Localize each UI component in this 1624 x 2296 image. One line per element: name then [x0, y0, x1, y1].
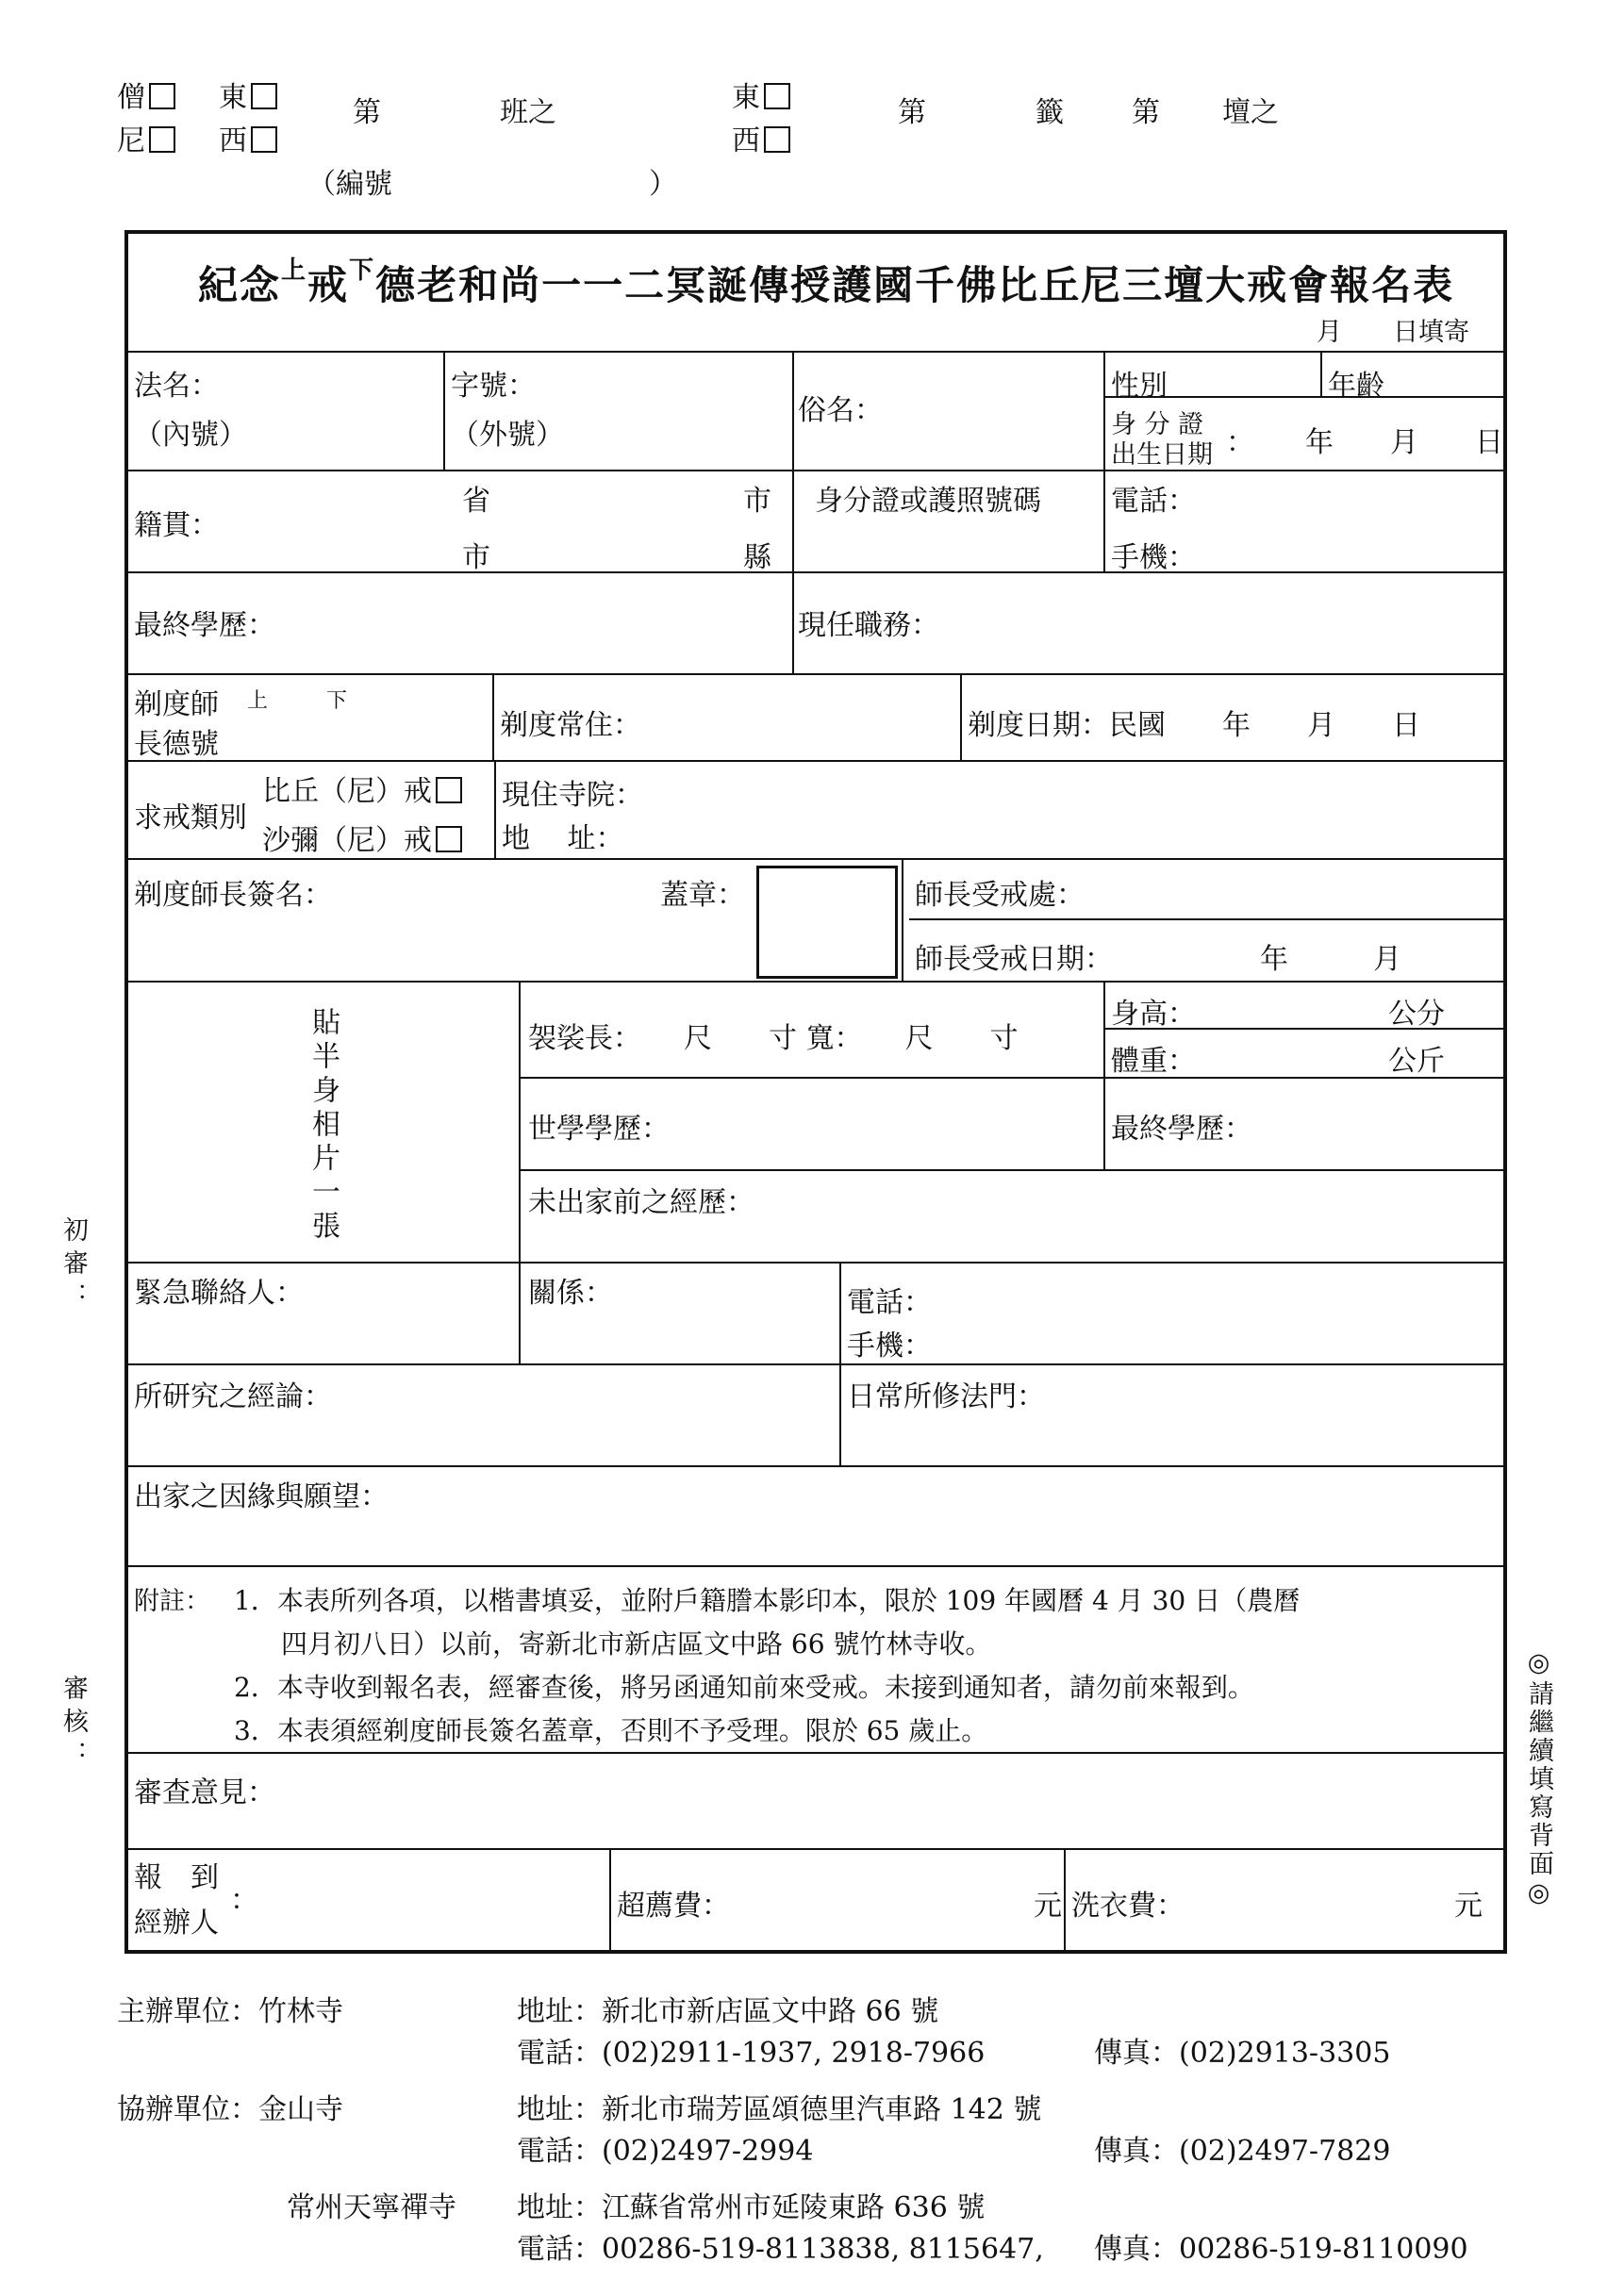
- yuan1: 元: [1034, 1890, 1062, 1923]
- birth-date[interactable]: 年 月 日: [1305, 426, 1503, 459]
- id-passport-label: 身分證或護照號碼: [815, 485, 1041, 518]
- sutras-label: 所研究之經論：: [134, 1380, 332, 1413]
- pre-monastic-label: 未出家前之經歷：: [528, 1186, 754, 1219]
- seal-label: 蓋章：: [660, 879, 745, 912]
- west-checkbox[interactable]: [251, 126, 277, 153]
- tonsure-temple-label: 剃度常住：: [500, 709, 641, 742]
- lot-di: 第: [898, 96, 926, 129]
- tonsure-master-label: 剃度師: [134, 688, 219, 721]
- sramanera-label: 沙彌（尼）戒: [262, 824, 432, 857]
- title-part-a: 紀念: [198, 262, 282, 308]
- host-label: 主辦單位：竹林寺: [117, 1995, 343, 2028]
- class-di: 第: [353, 96, 381, 129]
- monk-checkbox[interactable]: [149, 83, 175, 109]
- co-label: 協辦單位：金山寺: [117, 2093, 343, 2126]
- title-part-b: 戒: [307, 262, 350, 308]
- height-unit: 公分: [1388, 998, 1445, 1031]
- outer-name-label: （外號）: [451, 419, 564, 452]
- note-1a: 1．本表所列各項，以楷書填妥，並附戶籍謄本影印本，限於 109 年國曆 4 月 30 日（農曆: [234, 1585, 1301, 1616]
- serial-close: ）: [649, 168, 677, 201]
- lay-name-label: 俗名：: [798, 394, 883, 427]
- laundry-fee-label: 洗衣費：: [1071, 1890, 1185, 1923]
- precept-type-label: 求戒類別: [134, 801, 247, 834]
- phone2-label: 電話：: [847, 1286, 932, 1319]
- inner-name-label: （內號）: [134, 419, 247, 452]
- bhikkhu-label: 比丘（尼）戒: [262, 775, 432, 808]
- handler-colon: ：: [230, 1884, 258, 1917]
- class-of: 班之: [500, 96, 556, 129]
- relation-label: 關係：: [528, 1277, 613, 1310]
- height-label: 身高：: [1111, 998, 1196, 1031]
- nun-checkbox-label[interactable]: [117, 117, 175, 158]
- robe-label: 袈裟長： 尺 寸 寬： 尺 寸: [528, 1022, 1019, 1055]
- nun-label: 尼: [117, 124, 145, 157]
- mobile2-label: 手機：: [847, 1330, 932, 1363]
- province-label: 省: [462, 485, 490, 518]
- host-tel: 電話：(02)2911-1937, 2918-7966: [517, 2037, 986, 2070]
- altar-di: 第: [1132, 96, 1160, 129]
- master-ordain-place-label: 師長受戒處：: [915, 879, 1085, 912]
- monk-checkbox-label[interactable]: [117, 74, 175, 115]
- altar-of: 壇之: [1222, 96, 1279, 129]
- master-ordain-date-label: 師長受戒日期：: [915, 943, 1113, 976]
- mobile-label: 手機：: [1111, 541, 1196, 574]
- report-label: 報 到: [134, 1861, 219, 1894]
- emergency-label: 緊急聯絡人：: [134, 1277, 304, 1310]
- final-edu-label: 最終學歷：: [1111, 1113, 1252, 1146]
- co-tel: 電話：(02)2497-2994: [517, 2135, 814, 2168]
- city2-label: 市: [462, 541, 490, 574]
- east2-checkbox-label[interactable]: [732, 74, 790, 115]
- east2-checkbox[interactable]: [764, 83, 790, 109]
- gender-label: 性別: [1111, 370, 1168, 403]
- xia-label: 下: [326, 689, 348, 713]
- east2-label: 東: [732, 81, 760, 114]
- seal-box[interactable]: [756, 866, 898, 979]
- id-label: 身 分 證: [1111, 410, 1204, 439]
- back-note: ◎請繼續填寫背面◎: [1524, 1648, 1553, 1910]
- co2-addr: 地址：江蘇省常州市延陵東路 636 號: [517, 2191, 986, 2224]
- note-2: 2．本寺收到報名表，經審查後，將另函通知前來受戒。未接到通知者，請勿前來報到。: [234, 1672, 1254, 1703]
- west-label: 西: [219, 124, 247, 157]
- host-addr: 地址：新北市新店區文中路 66 號: [517, 1995, 939, 2028]
- courtesy-name-label: 字號：: [451, 370, 536, 403]
- monk-label: 僧: [117, 81, 145, 114]
- photo-placeholder[interactable]: 貼半身相片一張: [307, 1007, 340, 1245]
- bhikkhu-checkbox[interactable]: [436, 777, 462, 803]
- city1-label: 市: [743, 485, 771, 518]
- note-label: 附註：: [134, 1587, 210, 1616]
- host-fax: 傳真：(02)2913-3305: [1094, 2037, 1391, 2070]
- first-review-label: 初審：: [58, 1216, 88, 1315]
- fill-date[interactable]: 月 日填寄: [1317, 318, 1469, 347]
- west2-label: 西: [732, 124, 760, 157]
- bhikkhu-option[interactable]: [262, 768, 462, 809]
- note-3: 3．本表須經剃度師長簽名蓋章，否則不予受理。限於 65 歲止。: [234, 1715, 988, 1746]
- review-opinion-label: 審查意見：: [134, 1776, 275, 1809]
- east-checkbox[interactable]: [251, 83, 277, 109]
- weight-label: 體重：: [1111, 1045, 1196, 1078]
- birth-label: 出生日期: [1111, 440, 1213, 470]
- sramanera-checkbox[interactable]: [436, 826, 462, 852]
- lot-label: 籤: [1036, 96, 1064, 129]
- co2-tel: 電話：00286-519-8113838, 8115647,: [517, 2233, 1044, 2266]
- co2-label: 常州天寧禪寺: [287, 2191, 456, 2224]
- elder-name-label: 長德號: [134, 728, 219, 761]
- form-title: [198, 255, 1454, 311]
- nun-checkbox[interactable]: [149, 126, 175, 153]
- review-label: 審核：: [58, 1675, 88, 1774]
- current-temple-label: 現住寺院：: [502, 779, 643, 812]
- education-label: 最終學歷：: [134, 609, 275, 642]
- weight-unit: 公斤: [1388, 1045, 1445, 1078]
- west2-checkbox[interactable]: [764, 126, 790, 153]
- birth-colon: ：: [1226, 426, 1254, 459]
- dharma-name-label: 法名：: [134, 370, 219, 403]
- east-label: 東: [219, 81, 247, 114]
- co-addr: 地址：新北市瑞芳區頌德里汽車路 142 號: [517, 2093, 1042, 2126]
- master-sign-label: 剃度師長簽名：: [134, 879, 332, 912]
- phone-label: 電話：: [1111, 485, 1196, 518]
- reason-label: 出家之因緣與願望：: [134, 1480, 389, 1513]
- title-sup-xia: 下: [349, 256, 376, 285]
- native-label: 籍貫：: [134, 509, 219, 542]
- co2-fax: 傳真：00286-519-8110090: [1094, 2233, 1468, 2266]
- county-label: 縣: [743, 541, 771, 574]
- title-part-c: 德老和尚一一二冥誕傳授護國千佛比丘尼三壇大戒會報名表: [375, 262, 1455, 308]
- shang-label: 上: [247, 689, 269, 713]
- practice-label: 日常所修法門：: [847, 1380, 1045, 1413]
- age-label: 年齡: [1328, 370, 1384, 403]
- current-duty-label: 現任職務：: [798, 609, 939, 642]
- title-sup-shang: 上: [281, 256, 308, 285]
- serial-open: （編號: [307, 168, 392, 201]
- offering-fee-label: 超薦費：: [617, 1890, 730, 1923]
- handler-label: 經辦人: [134, 1907, 219, 1940]
- sramanera-option[interactable]: [262, 817, 462, 858]
- master-ordain-ym[interactable]: 年 月: [1260, 943, 1401, 976]
- west2-checkbox-label[interactable]: [732, 117, 790, 158]
- co-fax: 傳真：(02)2497-7829: [1094, 2135, 1391, 2168]
- note-1b: 四月初八日）以前，寄新北市新店區文中路 66 號竹林寺收。: [281, 1628, 992, 1660]
- yuan2: 元: [1454, 1890, 1483, 1923]
- west-checkbox-label[interactable]: [219, 117, 277, 158]
- tonsure-date-label[interactable]: 剃度日期：民國 年 月 日: [968, 709, 1420, 742]
- address-label: 地 址：: [502, 822, 624, 855]
- secular-edu-label: 世學學歷：: [528, 1113, 670, 1146]
- east-checkbox-label[interactable]: [219, 74, 277, 115]
